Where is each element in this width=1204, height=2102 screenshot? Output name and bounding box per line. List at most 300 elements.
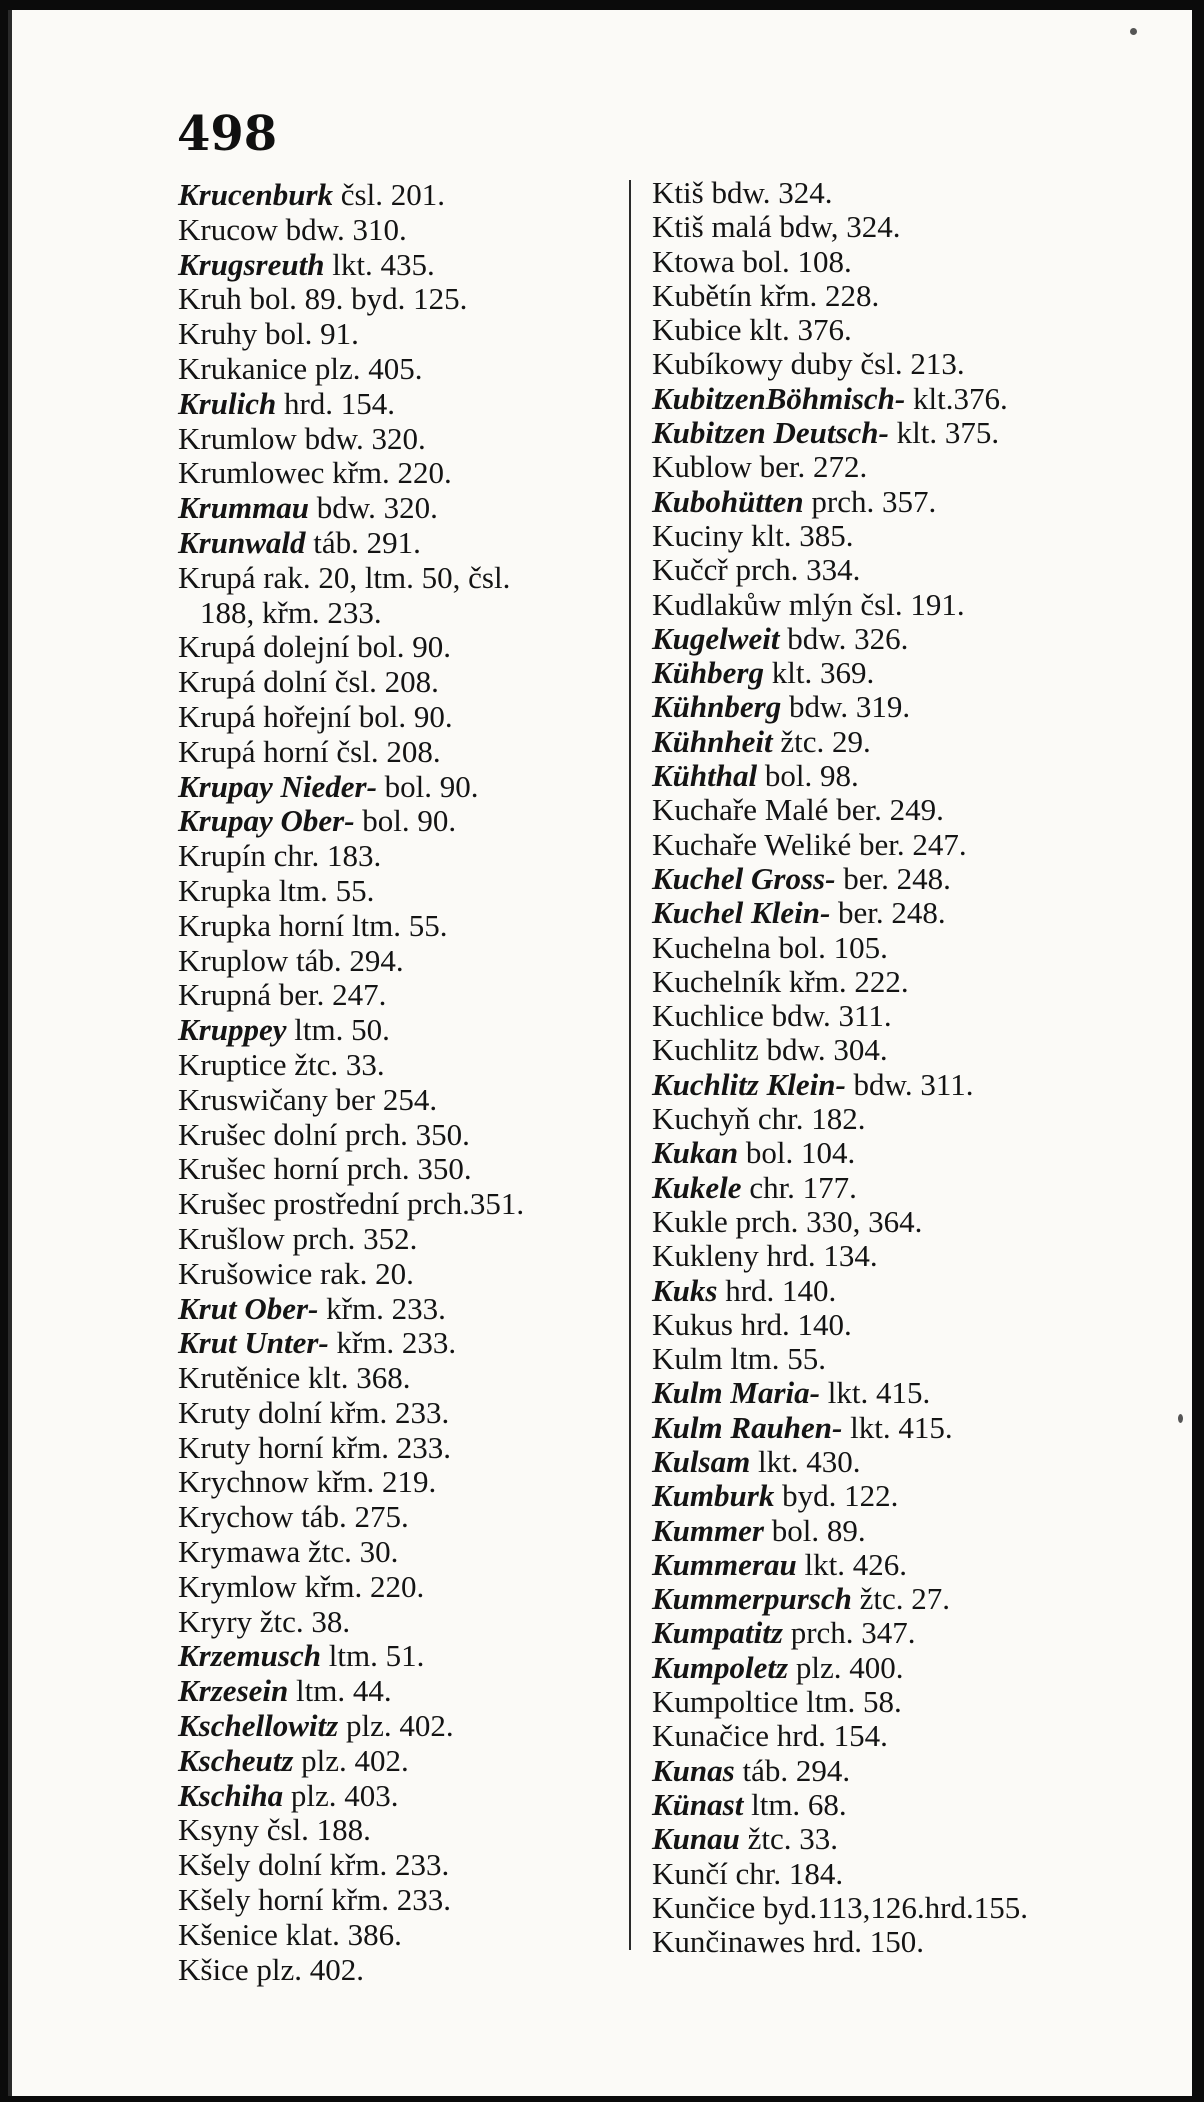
entry-place-name: Kühthal (652, 758, 758, 794)
column-divider (629, 180, 631, 1950)
entry-place-name: Kšenice (178, 1916, 278, 1952)
entry-place-name: Kuchel Klein- (652, 895, 831, 931)
entry-reference: žtc. 33. (294, 1046, 385, 1082)
entry-reference: bol. 89. byd. 125. (249, 281, 468, 317)
entry-place-name: Krupay Nieder- (178, 768, 377, 804)
entry-reference: klat. 386. (285, 1916, 402, 1952)
index-entry (652, 1376, 1172, 1410)
entry-place-name: Kühberg (652, 655, 764, 691)
entry-reference: bdw. 310. (285, 211, 407, 247)
entry-place-name: Krugsreuth (178, 246, 325, 282)
index-entry (652, 347, 1172, 381)
index-entry (652, 1411, 1172, 1445)
entry-reference: rak. 20. (320, 1255, 414, 1291)
index-entry (652, 588, 1172, 622)
entry-reference: hrd. 154. (283, 385, 396, 421)
entry-reference: čsl. 188. (266, 1812, 371, 1848)
index-entry (178, 561, 618, 596)
entry-reference: táb. 291. (313, 524, 421, 560)
entry-reference: plz. 402. (256, 1951, 364, 1987)
entry-reference: hořejní bol. 90. (263, 698, 453, 734)
entry-place-name: Kuchyň (652, 1101, 751, 1137)
entry-reference: křm. 228. (759, 277, 880, 313)
index-entry (178, 839, 618, 874)
entry-place-name: Kühnheit (652, 723, 773, 759)
entry-reference: bol. 104. (745, 1135, 856, 1171)
index-entry (652, 793, 1172, 827)
entry-place-name: Krupay Ober- (178, 803, 355, 839)
entry-place-name: Kubíkowy (652, 346, 783, 382)
entry-reference: bdw. 304. (766, 1032, 888, 1068)
index-entry (652, 690, 1172, 724)
entry-reference: hrd. 134. (766, 1238, 878, 1274)
entry-reference: dolní čsl. 208. (263, 664, 439, 700)
entry-place-name: Krupá (178, 629, 256, 665)
entry-reference: prch. 347. (790, 1615, 916, 1651)
entry-reference: ber 254. (335, 1081, 438, 1117)
entry-reference: dolní křm. 233. (258, 1847, 450, 1883)
entry-reference: prch. 357. (811, 483, 937, 519)
entry-place-name: Kukus (652, 1306, 733, 1342)
entry-reference: byd.113,126.hrd.155. (763, 1889, 1028, 1925)
index-entry (652, 553, 1172, 587)
entry-place-name: Krušlow (178, 1220, 285, 1256)
entry-reference: plz. 400. (795, 1649, 904, 1685)
entry-reference: bdw. 320. (316, 490, 438, 526)
entry-reference: prch. 330, 364. (735, 1203, 923, 1239)
entry-place-name: Kruswičany (178, 1081, 328, 1117)
index-entry (652, 1616, 1172, 1650)
entry-reference: žtc. 38. (259, 1603, 351, 1639)
index-entry (652, 176, 1172, 210)
index-entry (178, 1605, 618, 1640)
entry-reference: byd. 122. (782, 1478, 899, 1514)
index-entry (178, 1639, 618, 1674)
index-entry (178, 700, 618, 735)
entry-reference: bol. 91. (264, 316, 359, 352)
entry-reference: klt. 375. (896, 415, 1000, 451)
entry-place-name: Krupá (178, 698, 256, 734)
index-entry (178, 1709, 618, 1744)
index-entry (178, 1326, 618, 1361)
entry-place-name: Kunau (652, 1821, 740, 1857)
index-entry (652, 1445, 1172, 1479)
entry-reference: horní křm. 233. (258, 1429, 451, 1465)
entry-place-name: Krušowice (178, 1255, 313, 1291)
index-entry (652, 1582, 1172, 1616)
entry-place-name: Kubice (652, 312, 742, 348)
entry-reference: žtc. 29. (780, 723, 871, 759)
index-entry (652, 999, 1172, 1033)
entry-reference: ltm. 51. (328, 1638, 425, 1674)
entry-place-name: Kukele (652, 1169, 742, 1205)
entry-reference: klt. 368. (307, 1360, 411, 1396)
index-entry (652, 1719, 1172, 1753)
index-entry (178, 770, 618, 805)
entry-reference: táb. 294. (295, 942, 404, 978)
index-entry (652, 416, 1172, 450)
entry-place-name: Krulich (178, 385, 277, 421)
index-entry (652, 519, 1172, 553)
entry-place-name: Kšely (178, 1847, 251, 1883)
entry-reference: žtc. 30. (307, 1534, 399, 1570)
entry-reference: bol. 90. (362, 803, 457, 839)
entry-place-name: KubitzenBöhmisch- (652, 380, 906, 416)
entry-place-name: Kulm (652, 1341, 723, 1377)
entry-reference: horní prch. 350. (273, 1151, 472, 1187)
entry-reference: malá bdw, 324. (711, 209, 901, 245)
entry-place-name: Kunas (652, 1752, 735, 1788)
entry-reference: lkt. 435. (332, 246, 435, 282)
entry-reference: klt. 385. (751, 517, 854, 553)
index-entry (178, 1118, 618, 1153)
entry-place-name: Kummerau (652, 1546, 797, 1582)
index-entry (652, 656, 1172, 690)
entry-place-name: Kuks (652, 1272, 718, 1308)
entry-place-name: Kuchaře (652, 826, 757, 862)
entry-reference: hrd. 140. (740, 1306, 852, 1342)
entry-place-name: Künast (652, 1786, 744, 1822)
entry-place-name: Ktowa (652, 243, 735, 279)
entry-reference: bdw. 311. (771, 998, 892, 1034)
index-entry (652, 725, 1172, 759)
entry-reference: lkt. 415. (850, 1409, 953, 1445)
index-entry (178, 1918, 618, 1953)
index-entry (178, 1779, 618, 1814)
entry-place-name: Kuchlitz Klein- (652, 1066, 846, 1102)
entry-reference: táb. 294. (742, 1752, 851, 1788)
entry-reference: prostřední prch.351. (273, 1186, 525, 1222)
index-entry (652, 279, 1172, 313)
entry-place-name: Kučcř (652, 552, 728, 588)
entry-reference: bol. 108. (742, 243, 852, 279)
index-entry (652, 1342, 1172, 1376)
index-entry (178, 1187, 618, 1222)
entry-place-name: Kubitzen Deutsch- (652, 415, 889, 451)
index-entry (652, 1068, 1172, 1102)
index-entry (652, 1548, 1172, 1582)
index-entry (652, 1754, 1172, 1788)
entry-place-name: Kšice (178, 1951, 249, 1987)
entry-reference: hrd. 150. (812, 1924, 925, 1960)
entry-place-name: Krušec (178, 1116, 266, 1152)
index-entry (652, 210, 1172, 244)
index-entry (652, 1274, 1172, 1308)
index-entry (178, 1500, 618, 1535)
entry-place-name: Kuciny (652, 517, 744, 553)
index-entry (652, 1857, 1172, 1891)
entry-place-name: Krummau (178, 490, 309, 526)
entry-place-name: Krumlowec (178, 455, 325, 491)
index-entry (652, 485, 1172, 519)
index-entry (652, 1514, 1172, 1548)
index-entry (652, 759, 1172, 793)
left-column (178, 178, 618, 1987)
entry-reference: bol. 105. (778, 929, 888, 965)
index-entry (652, 1925, 1172, 1959)
index-entry (652, 1685, 1172, 1719)
entry-reference: chr. 177. (749, 1169, 857, 1205)
right-column (652, 176, 1172, 1959)
index-entry (652, 1033, 1172, 1067)
entry-reference: bol. 98. (764, 758, 859, 794)
entry-reference: ltm. 50. (294, 1012, 390, 1048)
entry-reference: 188, křm. 233. (200, 594, 382, 630)
entry-reference: křm. 233. (336, 1325, 457, 1361)
entry-place-name: Kruptice (178, 1046, 287, 1082)
entry-place-name: Krunwald (178, 524, 306, 560)
entry-reference: žtc. 27. (859, 1581, 950, 1617)
index-entry (652, 896, 1172, 930)
index-entry (178, 1257, 618, 1292)
entry-place-name: Kummer (652, 1512, 764, 1548)
entry-place-name: Kulsam (652, 1443, 751, 1479)
entry-reference: klt. 369. (771, 655, 875, 691)
entry-place-name: Krychnow (178, 1464, 309, 1500)
entry-reference: lkt. 430. (757, 1443, 861, 1479)
entry-place-name: Kruty (178, 1394, 251, 1430)
entry-reference: klt. 376. (749, 312, 852, 348)
entry-reference: hrd. 154. (776, 1718, 888, 1754)
entry-reference: bdw. 311. (853, 1066, 974, 1102)
entry-place-name: Krumlow (178, 420, 297, 456)
entry-place-name: Kunčice (652, 1889, 756, 1925)
entry-reference: plz. 405. (314, 350, 423, 386)
entry-reference: klt.376. (913, 380, 1008, 416)
entry-reference: lkt. 426. (804, 1546, 907, 1582)
index-entry (178, 1152, 618, 1187)
index-entry (652, 1102, 1172, 1136)
index-entry (178, 874, 618, 909)
entry-reference: dolní křm. 233. (258, 1394, 450, 1430)
entry-place-name: Kruhy (178, 316, 258, 352)
entry-place-name: Kruppey (178, 1012, 287, 1048)
index-entry (178, 1883, 618, 1918)
entry-place-name: Kuchel Gross- (652, 860, 836, 896)
entry-reference: bol. 90. (384, 768, 479, 804)
entry-reference: bdw. 319. (788, 689, 911, 725)
book-page (8, 10, 1192, 2096)
entry-place-name: Krupka (178, 907, 271, 943)
page-number: 498 (177, 106, 278, 162)
entry-reference: prch. 352. (292, 1220, 418, 1256)
entry-reference: ltm. 68. (751, 1786, 847, 1822)
entry-reference: duby čsl. 213. (790, 346, 965, 382)
index-entry (178, 282, 618, 317)
entry-place-name: Kunčinawes (652, 1924, 806, 1960)
entry-reference: chr. 184. (735, 1855, 844, 1891)
entry-reference: křm. 233. (326, 1290, 446, 1326)
index-entry (178, 1292, 618, 1327)
index-entry (178, 1813, 618, 1848)
entry-place-name: Kukan (652, 1135, 739, 1171)
index-entry (178, 804, 618, 839)
index-entry (178, 422, 618, 457)
entry-place-name: Krychow (178, 1499, 294, 1535)
entry-reference: horní ltm. 55. (278, 907, 448, 943)
index-entry (178, 1674, 618, 1709)
entry-reference: bdw. 324. (711, 175, 833, 210)
index-entry (178, 248, 618, 283)
entry-reference: Weliké ber. 247. (764, 826, 967, 862)
entry-place-name: Kubětín (652, 277, 752, 313)
index-entry (178, 909, 618, 944)
entry-place-name: Kuchlice (652, 998, 764, 1034)
index-entry (652, 622, 1172, 656)
entry-place-name: Krupá (178, 733, 256, 769)
index-entry (178, 735, 618, 770)
index-entry (652, 1136, 1172, 1170)
entry-reference: Malé ber. 249. (764, 792, 944, 828)
entry-place-name: Krut Unter- (178, 1325, 329, 1361)
index-entry (652, 862, 1172, 896)
entry-place-name: Kudlakůw (652, 586, 782, 622)
index-entry (178, 1535, 618, 1570)
entry-reference: ltm. 55. (278, 872, 375, 908)
entry-reference: táb. 275. (301, 1499, 409, 1535)
entry-place-name: Kumburk (652, 1478, 775, 1514)
index-entry (652, 1479, 1172, 1513)
entry-place-name: Kummerpursch (652, 1581, 852, 1617)
index-entry (178, 1013, 618, 1048)
entry-reference: horní křm. 233. (258, 1882, 451, 1918)
entry-place-name: Krušec (178, 1151, 266, 1187)
entry-reference: dolejní bol. 90. (263, 629, 451, 665)
entry-place-name: Ktiš (652, 209, 704, 245)
entry-reference: ltm. 58. (806, 1684, 902, 1720)
index-entry (178, 352, 618, 387)
index-entry (652, 1788, 1172, 1822)
entry-reference: křm. 219. (316, 1464, 437, 1500)
entry-reference: bdw. 326. (787, 620, 909, 656)
entry-place-name: Kubohütten (652, 483, 804, 519)
entry-place-name: Kühnberg (652, 689, 782, 725)
entry-place-name: Krucenburk (178, 177, 334, 212)
index-entry (178, 1570, 618, 1605)
index-entry (178, 387, 618, 422)
index-entry (652, 1171, 1172, 1205)
index-entry (652, 1822, 1172, 1856)
paper-speck (1178, 1414, 1183, 1423)
index-entry (178, 526, 618, 561)
index-entry (178, 630, 618, 665)
entry-reference: chr. 182. (757, 1101, 866, 1137)
entry-reference: horní čsl. 208. (263, 733, 441, 769)
entry-reference: čsl. 201. (340, 177, 445, 212)
index-entry (178, 1361, 618, 1396)
entry-place-name: Krupá (178, 559, 256, 595)
entry-reference: chr. 183. (273, 838, 382, 874)
index-entry (652, 245, 1172, 279)
entry-place-name: Kulm Rauhen- (652, 1409, 843, 1445)
index-entry (178, 213, 618, 248)
index-entry (652, 1308, 1172, 1342)
entry-reference: lkt. 415. (827, 1375, 931, 1411)
entry-place-name: Krukanice (178, 350, 308, 386)
entry-place-name: Kuchlitz (652, 1032, 759, 1068)
index-entry (652, 931, 1172, 965)
entry-place-name: Kšely (178, 1882, 251, 1918)
entry-reference: křm. 222. (788, 963, 909, 999)
entry-reference: ltm. 55. (730, 1341, 826, 1377)
entry-place-name: Kruplow (178, 942, 289, 978)
entry-reference: bdw. 320. (304, 420, 426, 456)
entry-reference: ber. 247. (278, 977, 387, 1013)
entry-place-name: Kuchelna (652, 929, 771, 965)
entry-reference: křm. 220. (332, 455, 452, 491)
index-entry (652, 1651, 1172, 1685)
index-entry (652, 1891, 1172, 1925)
index-entry (652, 382, 1172, 416)
entry-place-name: Kunčí (652, 1855, 728, 1891)
entry-reference: plz. 403. (290, 1777, 399, 1813)
entry-place-name: Krut Ober- (178, 1290, 319, 1326)
entry-place-name: Krupná (178, 977, 271, 1013)
entry-reference: bol. 89. (771, 1512, 866, 1548)
entry-place-name: Kumpatitz (652, 1615, 783, 1651)
index-entry (178, 596, 618, 631)
entry-place-name: Kublow (652, 449, 752, 485)
index-entry (652, 965, 1172, 999)
index-entry (178, 1953, 618, 1988)
entry-place-name: Krymlow (178, 1568, 297, 1604)
index-entry (178, 1848, 618, 1883)
entry-reference: hrd. 140. (725, 1272, 837, 1308)
entry-place-name: Kruty (178, 1429, 251, 1465)
index-entry (178, 491, 618, 526)
index-entry (652, 1205, 1172, 1239)
entry-reference: ber. 272. (759, 449, 868, 485)
entry-place-name: Ktiš (652, 175, 704, 210)
entry-place-name: Ksyny (178, 1812, 259, 1848)
entry-place-name: Krymawa (178, 1534, 301, 1570)
entry-reference: žtc. 33. (747, 1821, 839, 1857)
entry-place-name: Kschellowitz (178, 1708, 339, 1744)
index-entry (178, 1083, 618, 1118)
entry-place-name: Kuchelník (652, 963, 782, 999)
entry-reference: ltm. 44. (296, 1673, 392, 1709)
entry-place-name: Krušec (178, 1186, 266, 1222)
index-entry (178, 944, 618, 979)
entry-place-name: Kunačice (652, 1718, 770, 1754)
entry-place-name: Kukle (652, 1203, 728, 1239)
entry-place-name: Krupá (178, 664, 256, 700)
entry-place-name: Kscheutz (178, 1742, 294, 1778)
entry-place-name: Krupín (178, 838, 266, 874)
entry-place-name: Kumpoletz (652, 1649, 789, 1685)
entry-place-name: Kukleny (652, 1238, 759, 1274)
index-entry (652, 450, 1172, 484)
entry-place-name: Kuchaře (652, 792, 757, 828)
entry-place-name: Krutěnice (178, 1360, 301, 1396)
index-entry (178, 665, 618, 700)
entry-place-name: Kugelweit (652, 620, 780, 656)
entry-place-name: Kulm Maria- (652, 1375, 820, 1411)
index-entry (178, 317, 618, 352)
index-entry (178, 456, 618, 491)
index-entry (178, 978, 618, 1013)
entry-reference: dolní prch. 350. (273, 1116, 470, 1152)
entry-place-name: Kryry (178, 1603, 253, 1639)
entry-reference: mlýn čsl. 191. (788, 586, 965, 622)
entry-reference: křm. 220. (304, 1568, 425, 1604)
index-entry (178, 178, 618, 213)
entry-place-name: Krzemusch (178, 1638, 321, 1674)
paper-speck (1130, 28, 1137, 35)
entry-reference: plz. 402. (301, 1742, 409, 1778)
entry-place-name: Kschiha (178, 1777, 284, 1813)
index-entry (178, 1048, 618, 1083)
